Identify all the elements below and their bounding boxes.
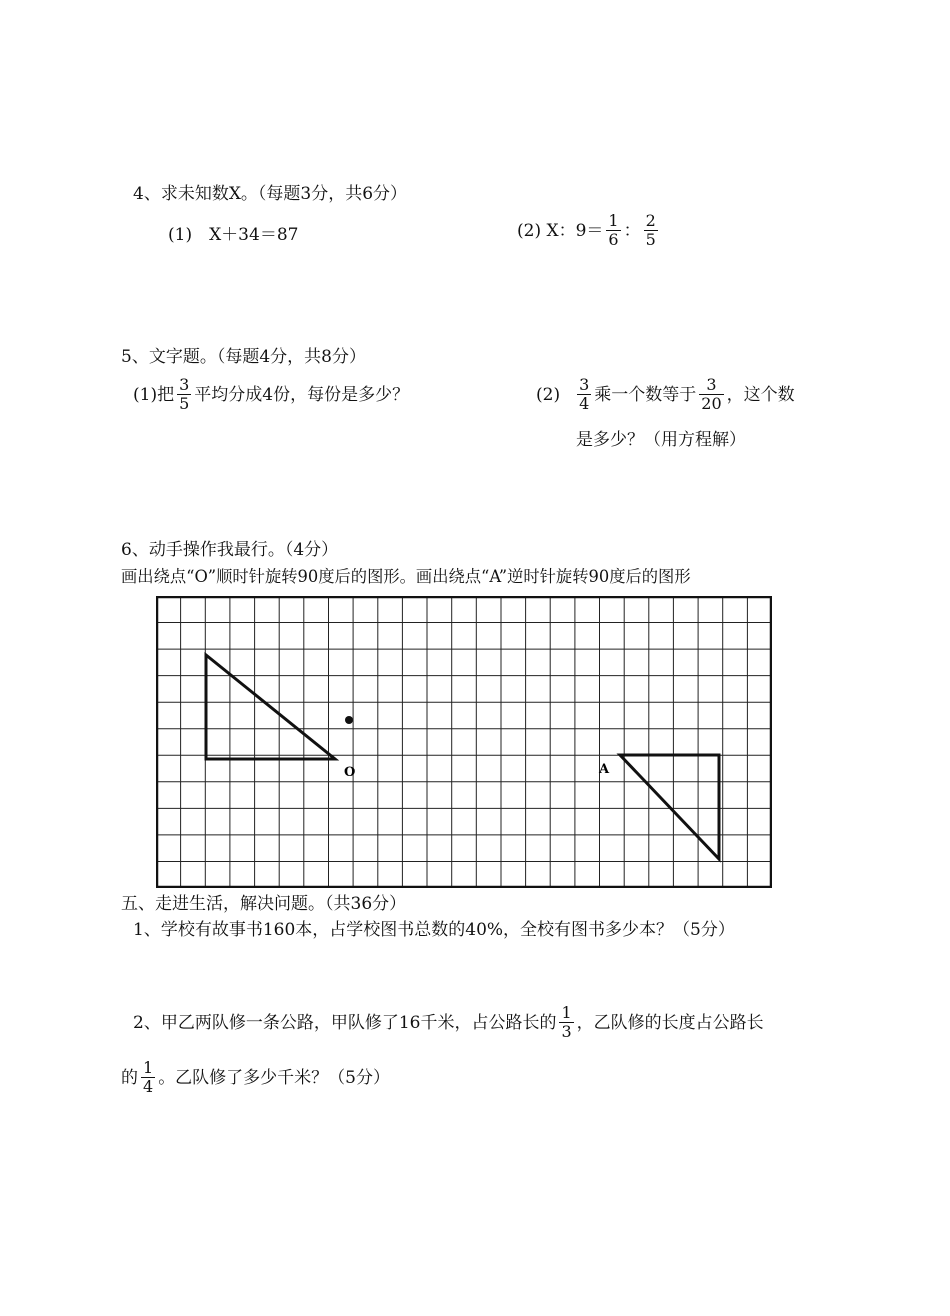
q4-p2-prefix: (2) X：9＝ [517,220,604,241]
q5-problem-2-line2: 是多少？（用方程解） [576,430,746,450]
fraction: $\frac{3}{20}$ [701,375,722,413]
section5-q2-prefix: 2、甲乙两队修一条公路，甲队修了16千米，占公路长的 [133,1012,557,1033]
grid-border [157,597,771,887]
fraction: $\frac{1}{3}$ [561,1003,572,1041]
triangle-a [620,755,719,859]
section5-q2-line2 [121,1059,390,1096]
q4-p2-colon: ： [623,220,641,241]
fraction: $\frac{1}{4}$ [143,1058,154,1096]
point-o-dot [345,716,353,724]
fraction: $\frac{1}{6}$ [608,211,619,249]
rotation-grid [156,596,772,888]
fraction: $\frac{3}{4}$ [579,375,590,413]
q5-problem-1 [133,376,409,413]
section5-heading: 五、走进生活，解决问题。（共36分） [121,894,407,914]
section5-q2-line2-prefix: 的 [121,1067,138,1088]
q6-heading: 6、动手操作我最行。（4分） [121,540,339,560]
section5-q2-mid: ，乙队修的长度占公路长 [576,1012,764,1033]
fraction: $\frac{2}{5}$ [645,211,656,249]
point-a-label: A [599,762,610,777]
section5-q2 [133,1004,764,1041]
q5-p2-prefix: (2) [536,384,561,405]
q5-p2-mid: 乘一个数等于 [594,384,697,405]
section5-q2-line2-suffix: 。乙队修了多少千米？（5分） [158,1067,391,1088]
q6-instruction: 画出绕点“O”顺时针旋转90度后的图形。画出绕点“A”逆时针旋转90度后的图形 [121,567,691,586]
point-o-label: O [344,765,356,780]
q4-problem-1: (1) X＋34＝87 [168,225,299,245]
q5-p1-prefix: (1)把 [133,384,175,405]
q5-problem-2 [536,376,795,413]
q4-heading: 4、求未知数X。（每题3分，共6分） [133,184,408,204]
q5-p1-suffix: 平均分成4份，每份是多少？ [194,384,410,405]
grid-lines [156,596,772,888]
q5-p2-suffix: ，这个数 [726,384,795,405]
triangle-o [206,655,335,759]
fraction: $\frac{3}{5}$ [179,375,190,413]
q4-problem-2 [517,212,661,249]
section5-q1: 1、学校有故事书160本，占学校图书总数的40%，全校有图书多少本？（5分） [133,920,735,940]
q5-heading: 5、文字题。（每题4分，共8分） [121,347,366,367]
